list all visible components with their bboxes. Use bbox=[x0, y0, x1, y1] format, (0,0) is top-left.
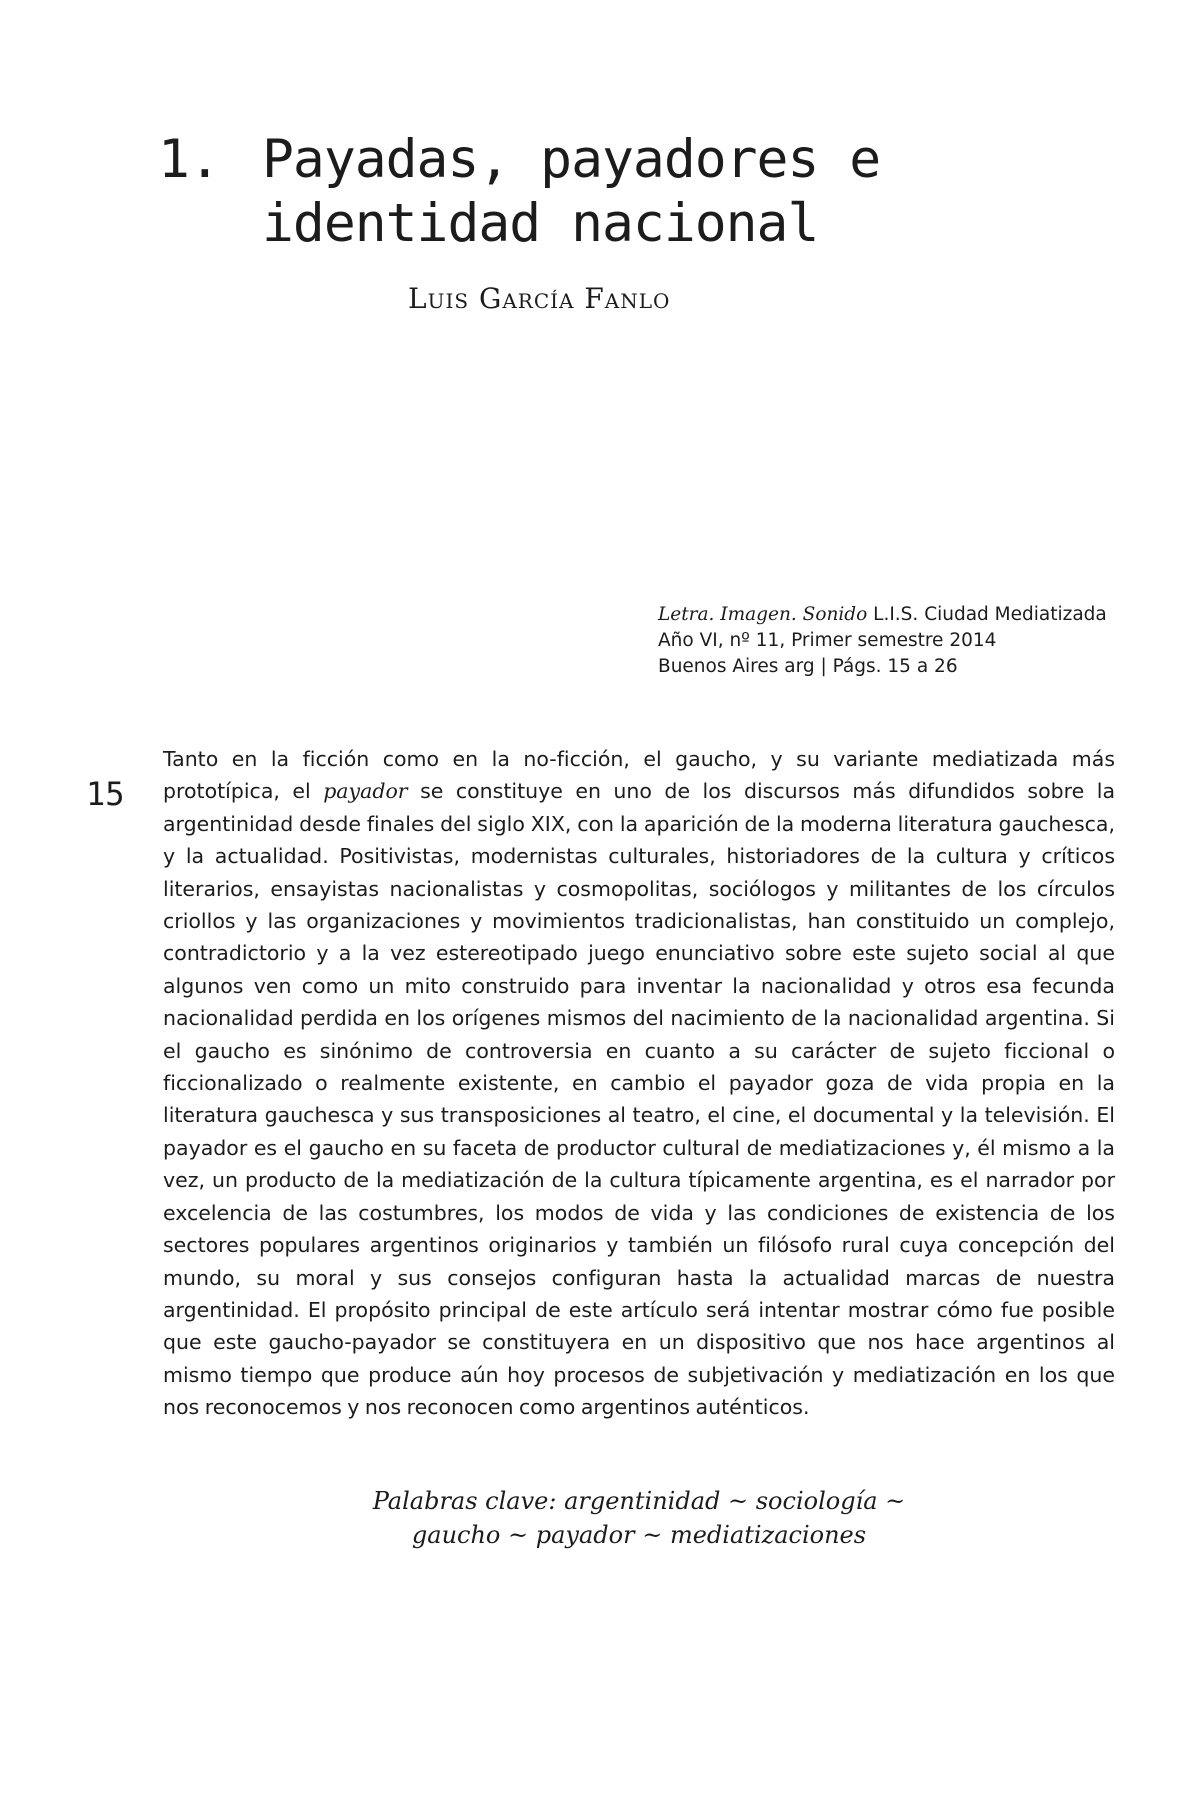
abstract-text-2: se constituye en uno de los discursos más difundidos sobre la argentinidad desde finales del siglo XIX, con la aparición de la moderna literatura gauchesca, y la actualidad. Positivistas, modernistas culturales, historiadores de la cultura y críticos literarios, ensayistas nacionalistas y cosmopolitas, sociólogos y militantes de los círculos criollos y las organizaciones y movimientos tradicionalistas, han constituido un complejo, contradictorio y a la vez estereotipado juego enunciativo sobre este sujeto social al que algunos ven como un mito construido para inventar la nacionalidad y otros esa fecunda nacionalidad perdida en los orígenes mismos del nacimiento de la nacionalidad argentina. Si el gaucho es sinónimo de controversia en cuanto a su carácter de sujeto ficcional o ficcionalizado o realmente existente, en cambio el payador goza de vida propia en la literatura gauchesca y sus transposiciones al teatro, el cine, el documental y la televisión. El payador es el gaucho en su faceta de productor cultural de mediatizaciones y, él mismo a la vez, un producto de la mediatización de la cultura típicamente argentina, es el narrador por excelencia de las costumbres, los modos de vida y las condiciones de existencia de los sectores populares argentinos originarios y también un filósofo rural cuya concepción del mundo, su moral y sus consejos configuran hasta la actualidad marcas de nuestra argentinidad. El propósito principal de este artículo será intentar mostrar cómo fue posible que este gaucho-payador se constituyera en un dispositivo que nos hace argentinos al mismo tiempo que produce aún hoy procesos de subjetivación y mediatización en los que nos reconocemos y nos reconocen como argentinos auténticos. bbox=[163, 779, 1116, 1420]
author-name: Luis García Fanlo bbox=[408, 282, 671, 315]
keywords-line-2: gaucho ~ payador ~ mediatizaciones bbox=[411, 1521, 867, 1549]
abstract-paragraph bbox=[163, 743, 1115, 1424]
abstract-text-1: Tanto en la ficción como en la no-ficción, el gaucho, y su variante mediatizada más prototípica, el bbox=[163, 747, 1115, 804]
citation-line-3: Buenos Aires arg | Págs. 15 a 26 bbox=[658, 656, 958, 677]
citation-line-1 bbox=[658, 602, 1118, 628]
journal-name: Letra. Imagen. Sonido bbox=[658, 604, 868, 625]
article-title bbox=[158, 128, 958, 256]
keywords-line-1: Palabras clave: argentinidad ~ sociología ~ bbox=[372, 1487, 906, 1515]
title-line-2: identidad nacional bbox=[262, 193, 819, 254]
abstract-italic-term: payador bbox=[323, 779, 408, 804]
citation-block bbox=[658, 602, 1118, 680]
citation-line-2: Año VI, nº 11, Primer semestre 2014 bbox=[658, 630, 997, 651]
title-line-1: Payadas, payadores e bbox=[262, 129, 881, 190]
article-number: 1. bbox=[158, 129, 220, 190]
page-number: 15 bbox=[86, 775, 125, 813]
journal-subtitle: L.I.S. Ciudad Mediatizada bbox=[867, 604, 1107, 625]
keywords-block bbox=[163, 1484, 1115, 1552]
